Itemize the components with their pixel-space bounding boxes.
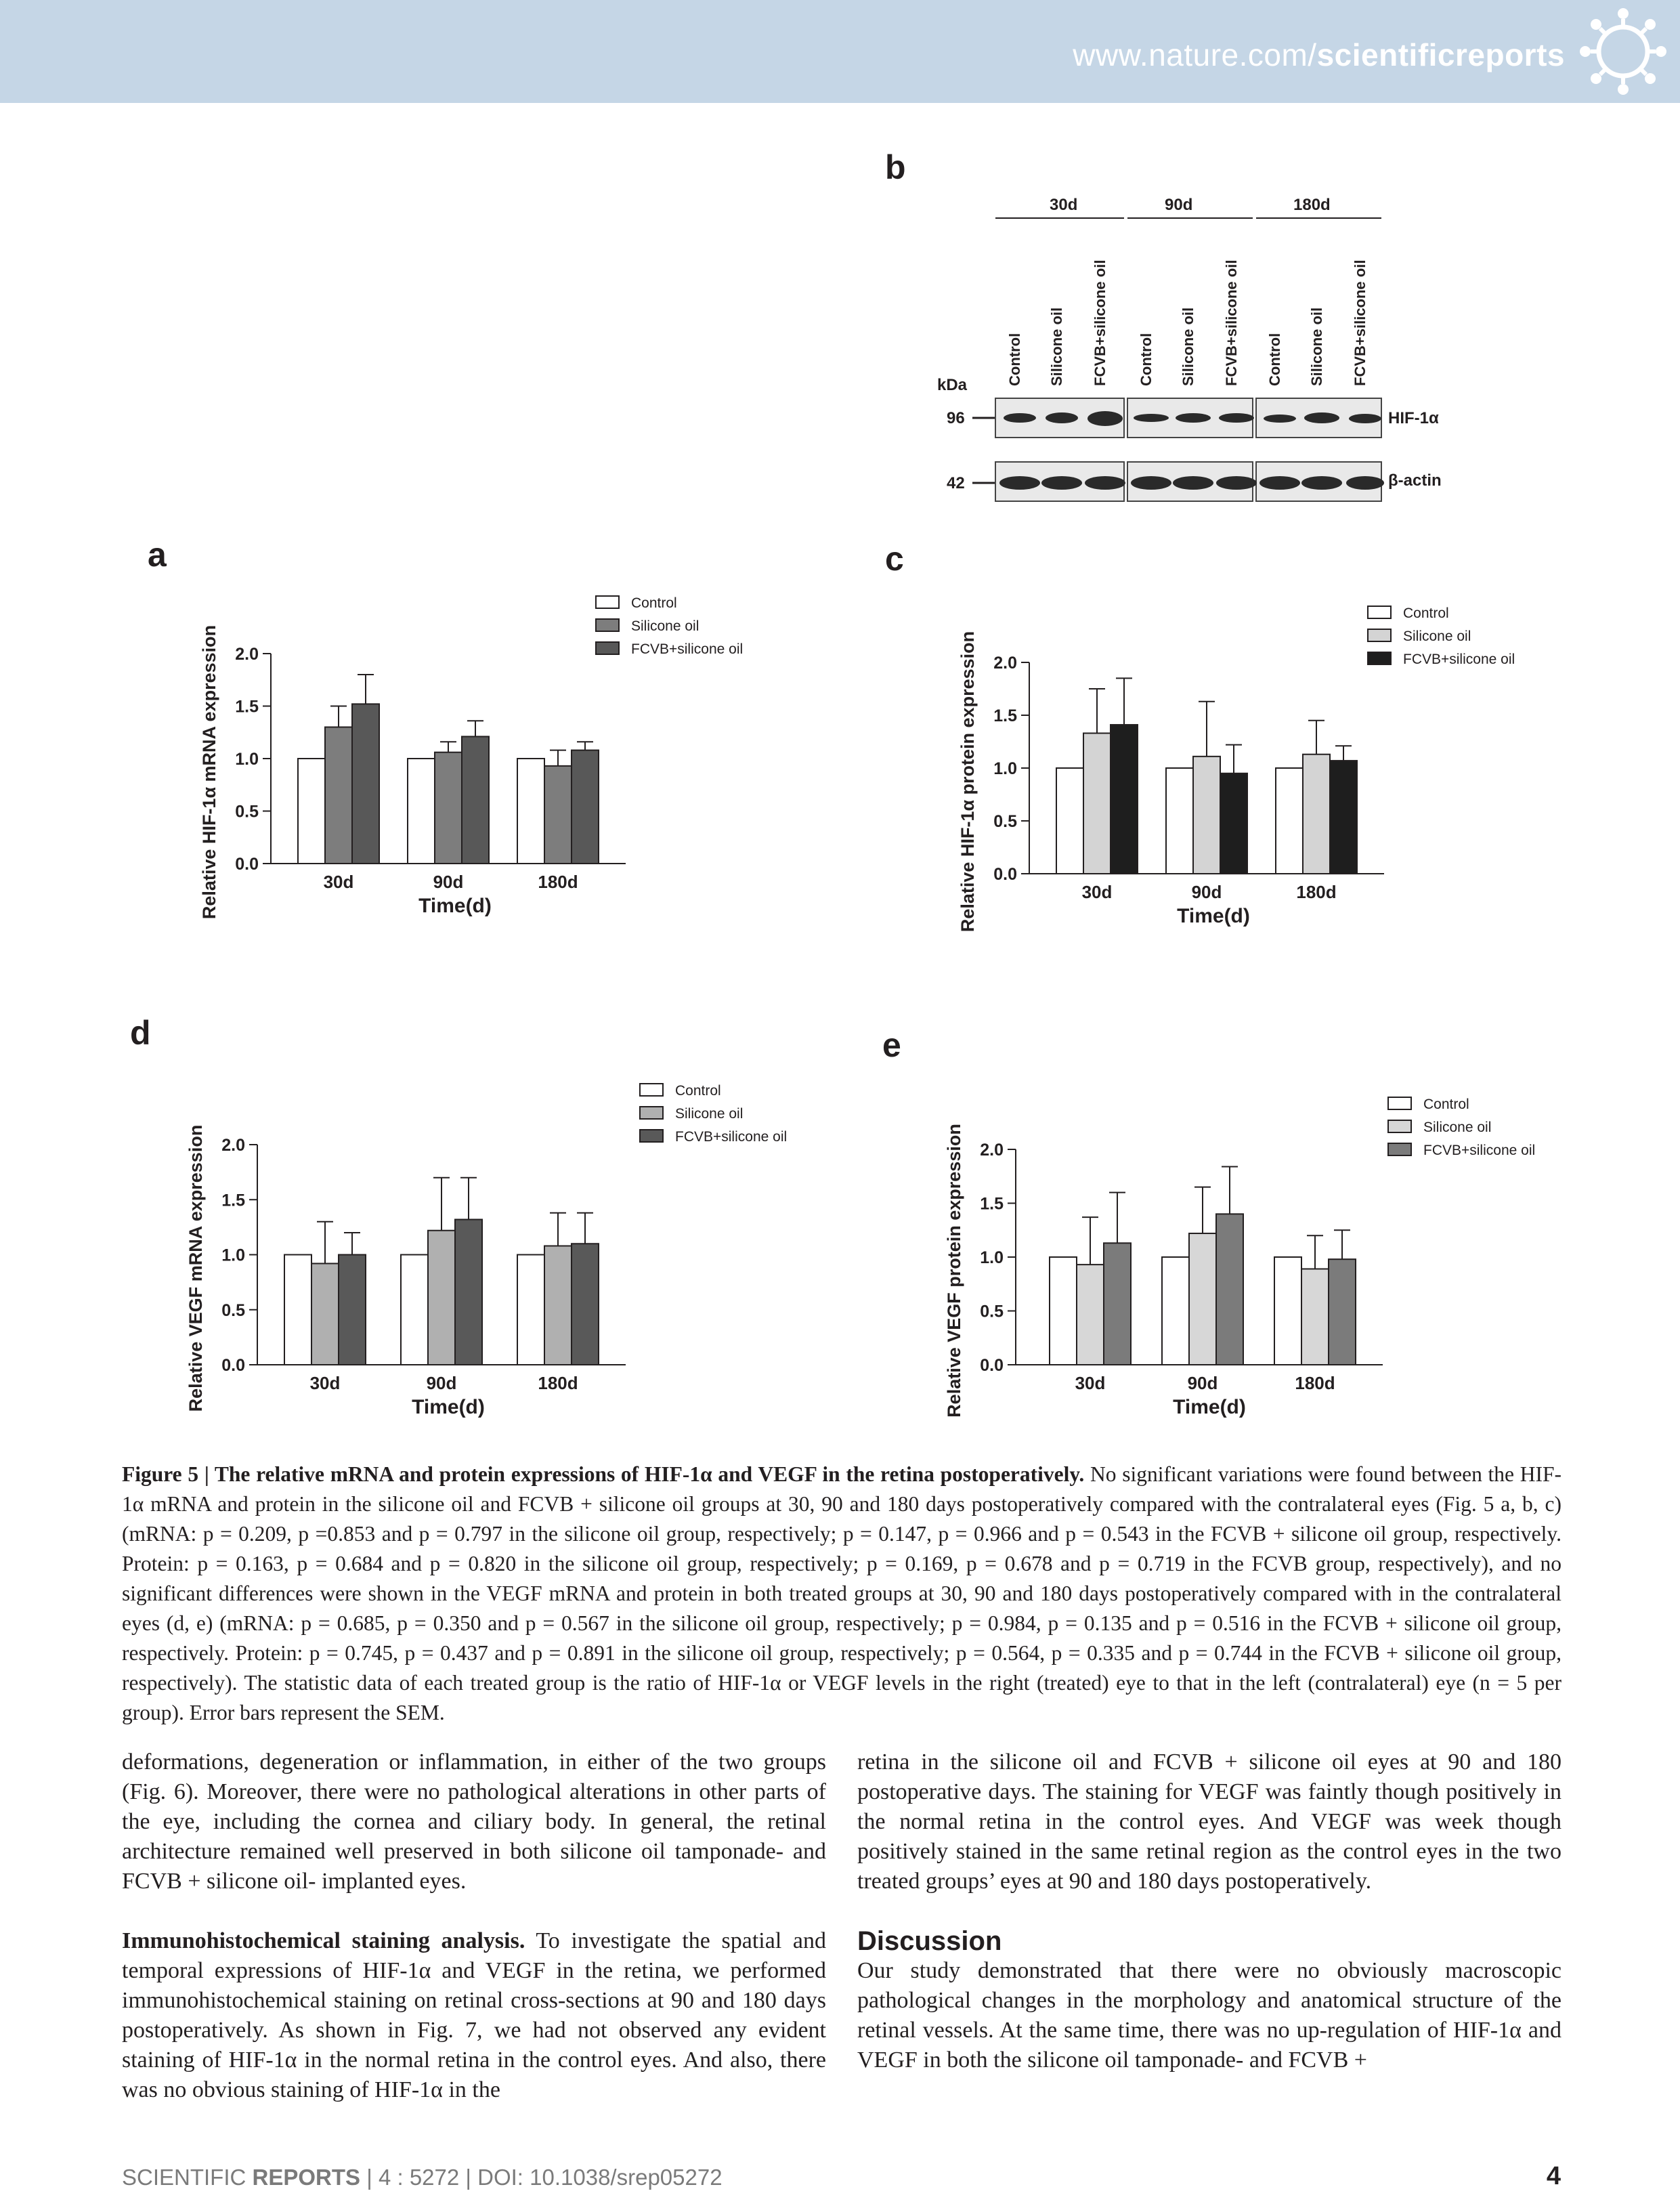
x-tick-label: 180d [538, 1373, 578, 1393]
legend-label: Control [1423, 1097, 1469, 1112]
bar-control [1162, 1257, 1189, 1365]
chart-e [914, 1067, 1591, 1446]
bar-control [1276, 768, 1303, 874]
legend-swatch [596, 642, 619, 654]
y-axis-label: Relative HIF-1α protein expression [957, 631, 978, 933]
y-tick-label: 2.0 [993, 654, 1017, 673]
body-paragraph: deformations, degeneration or inflammation, in either of the two groups (Fig. 6). Moreover, there were no pathological alterations in other parts of the eye, including the cornea and ciliary body. In general, the retinal architecture remained well preserved in both silicone oil tamponade- and FCVB + silicone oil- implanted eyes. [122, 1749, 826, 1894]
legend-swatch [1368, 629, 1391, 641]
x-tick-label: 90d [433, 872, 464, 892]
bar-control [1274, 1257, 1301, 1365]
x-axis-label: Time(d) [412, 1396, 485, 1418]
bar-fcvb-silicone-oil [1220, 773, 1247, 874]
lane-label: Silicone oil [1180, 307, 1197, 386]
legend-label: Silicone oil [1423, 1120, 1492, 1135]
scientific-reports-gear-icon [1576, 4, 1671, 99]
legend-label: FCVB+silicone oil [1423, 1143, 1536, 1158]
caption-label: Figure 5 | The relative mRNA and protein expressions of HIF-1α and VEGF in the retina postoperatively. [122, 1462, 1085, 1486]
band-label-hif: HIF-1α [1388, 409, 1439, 427]
caption-text: No significant variations were found between the HIF-1α mRNA and protein in the silicone oil and FCVB + silicone oil groups at 30, 90 and 180 days postoperatively compared with the contralateral eyes (Fig. 5 a, b, c) (mRNA: p = 0.209, p =0.853 and p = 0.797 in the silicone oil group, respectively; p = 0.147, p = 0.966 and p = 0.543 in the FCVB + silicone oil group, respectively. Protein: p = 0.163, p = 0.684 and p = 0.820 in the silicone oil group, respectively; p = 0.169, p = 0.678 and p = 0.719 in the FCVB group, respectively), and no significant differences were shown in the VEGF mRNA and protein in both treated groups at 30, 90 and 180 days postoperatively compared with in the contralateral eyes (d, e) (mRNA: p = 0.685, p = 0.350 and p = 0.567 in the silicone oil group, respectively; p = 0.984, p = 0.135 and p = 0.516 in the FCVB + silicone oil group, respectively. Protein: p = 0.745, p = 0.437 and p = 0.891 in the silicone oil group, respectively; p = 0.564, p = 0.335 and p = 0.744 in the FCVB + silicone oil group, respectively). The statistic data of each treated group is the ratio of HIF-1α or VEGF levels in the right (treated) eye to that in the left (contralateral) eye (n = 5 per group). Error bars represent the SEM. [122, 1462, 1561, 1724]
legend-label: Control [1403, 606, 1449, 621]
bar-silicone-oil [1189, 1233, 1216, 1365]
y-tick-label: 1.0 [993, 759, 1017, 778]
bar-control [401, 1255, 428, 1365]
x-tick-label: 180d [1296, 882, 1337, 902]
bar-control [1050, 1257, 1077, 1365]
bar-silicone-oil [1193, 757, 1220, 874]
panel-label-b: b [885, 148, 906, 186]
y-tick-label: 0.0 [221, 1356, 245, 1375]
panel-label-a: a [148, 536, 167, 574]
legend-label: FCVB+silicone oil [631, 641, 744, 657]
bar-silicone-oil [544, 766, 572, 864]
lane-label: Control [1138, 333, 1155, 386]
y-axis-label: Relative VEGF protein expression [944, 1124, 964, 1418]
body-column-left [122, 1747, 826, 2105]
legend-swatch [1368, 606, 1391, 618]
legend-swatch [596, 596, 619, 608]
bar-silicone-oil [1083, 734, 1111, 874]
bar-fcvb-silicone-oil [1104, 1243, 1131, 1365]
x-tick-label: 90d [1191, 882, 1222, 902]
body-paragraph: Our study demonstrated that there were no obviously macroscopic pathological changes in the morphology and anatomical structure of the retinal vessels. At the same time, there was no up-regulation of HIF-1α and VEGF in both the silicone oil tamponade- and FCVB + [857, 1958, 1561, 2073]
x-tick-label: 90d [1187, 1373, 1218, 1393]
bar-control [517, 1255, 544, 1365]
legend-label: Silicone oil [675, 1106, 744, 1122]
y-tick-label: 1.5 [235, 697, 259, 717]
y-tick-label: 2.0 [980, 1141, 1004, 1160]
bar-silicone-oil [544, 1246, 572, 1365]
body-paragraph: retina in the silicone oil and FCVB + silicone oil eyes at 90 and 180 postoperative days. The staining for VEGF was faintly though positively in the normal retina in the control eyes. And VEGF was week though positively stained in the same retinal region as the control eyes in the two treated groups’ eyes at 90 and 180 days postoperatively. [857, 1749, 1561, 1894]
bar-fcvb-silicone-oil [1330, 761, 1357, 874]
y-tick-label: 2.0 [235, 645, 259, 664]
bar-fcvb-silicone-oil [1329, 1259, 1356, 1365]
blot-group-30d: 30d [1050, 196, 1078, 214]
bar-control [1056, 768, 1083, 874]
bar-silicone-oil [1077, 1265, 1104, 1365]
kda-label: kDa [937, 376, 968, 394]
lane-label: Control [1006, 333, 1023, 386]
x-tick-label: 30d [1075, 1373, 1106, 1393]
bar-fcvb-silicone-oil [572, 750, 599, 864]
lane-label: FCVB+silicone oil [1223, 259, 1240, 386]
y-tick-label: 0.0 [993, 865, 1017, 884]
x-tick-label: 30d [1081, 882, 1113, 902]
bar-fcvb-silicone-oil [1111, 725, 1138, 874]
y-tick-label: 0.5 [993, 812, 1017, 831]
blot-group-180d: 180d [1293, 196, 1331, 214]
legend-label: Control [675, 1083, 721, 1099]
bar-silicone-oil [428, 1231, 455, 1365]
y-tick-label: 1.0 [235, 750, 259, 769]
legend-swatch [1388, 1097, 1411, 1109]
panel-label-e: e [882, 1026, 901, 1064]
y-tick-label: 0.5 [235, 802, 259, 822]
legend-label: FCVB+silicone oil [1403, 652, 1515, 667]
lane-label: FCVB+silicone oil [1352, 259, 1369, 386]
x-tick-label: 90d [426, 1373, 457, 1393]
y-tick-label: 1.0 [980, 1248, 1004, 1267]
y-tick-label: 1.5 [221, 1191, 245, 1210]
marker-42: 42 [947, 474, 965, 492]
legend-swatch [1388, 1120, 1411, 1132]
legend-swatch [640, 1130, 663, 1142]
bar-fcvb-silicone-oil [462, 736, 489, 864]
lane-label: FCVB+silicone oil [1092, 259, 1108, 386]
western-blot [928, 183, 1442, 522]
blot-group-90d: 90d [1165, 196, 1193, 214]
lane-label: Silicone oil [1048, 307, 1065, 386]
bar-fcvb-silicone-oil [339, 1255, 366, 1365]
bar-control [298, 759, 325, 864]
chart-a [163, 569, 840, 948]
x-tick-label: 180d [1295, 1373, 1335, 1393]
x-axis-label: Time(d) [1177, 905, 1250, 927]
y-tick-label: 1.5 [993, 706, 1017, 725]
y-tick-label: 0.5 [221, 1300, 245, 1320]
bar-silicone-oil [325, 727, 352, 864]
lane-label: Silicone oil [1308, 307, 1325, 386]
y-tick-label: 1.0 [221, 1246, 245, 1265]
page-number: 4 [1546, 2162, 1561, 2190]
x-axis-label: Time(d) [418, 895, 492, 917]
bar-fcvb-silicone-oil [572, 1244, 599, 1365]
legend-swatch [596, 619, 619, 631]
panel-label-c: c [885, 540, 904, 578]
bar-silicone-oil [435, 752, 462, 864]
x-tick-label: 30d [323, 872, 354, 892]
chart-d [163, 1057, 853, 1449]
figure-caption [122, 1460, 1561, 1728]
legend-swatch [1368, 652, 1391, 664]
bar-silicone-oil [311, 1264, 339, 1365]
bar-control [284, 1255, 311, 1365]
y-axis-label: Relative HIF-1α mRNA expression [199, 624, 219, 920]
section-heading-discussion: Discussion [857, 1926, 1002, 1956]
legend-label: FCVB+silicone oil [675, 1129, 788, 1145]
y-tick-label: 2.0 [221, 1136, 245, 1155]
legend-label: Silicone oil [631, 618, 699, 634]
marker-96: 96 [947, 409, 965, 427]
bar-silicone-oil [1303, 755, 1330, 874]
legend-swatch [640, 1107, 663, 1119]
band-label-actin: β-actin [1388, 471, 1442, 490]
chart-c [914, 576, 1591, 955]
lane-label: Control [1266, 333, 1283, 386]
body-paragraph: Immunohistochemical staining analysis. To investigate the spatial and temporal expressions of HIF-1α and VEGF in the retina, we performed immunohistochemical staining on retinal cross-sections at 90 and 180 days postoperatively. As shown in Fig. 7, we had not observed any evident staining of HIF-1α in the normal retina in the control eyes. And also, there was no obvious staining of HIF-1α in the [122, 1928, 827, 2102]
y-tick-label: 0.5 [980, 1302, 1004, 1321]
panel-label-d: d [130, 1014, 151, 1052]
bar-control [1166, 768, 1193, 874]
journal-url[interactable]: www.nature.com/scientificreports [1073, 37, 1565, 72]
legend-label: Silicone oil [1403, 629, 1471, 644]
bar-fcvb-silicone-oil [352, 704, 379, 864]
x-tick-label: 180d [538, 872, 578, 892]
footer-citation: SCIENTIFIC REPORTS | 4 : 5272 | DOI: 10.1038/srep05272 [122, 2165, 723, 2190]
y-axis-label: Relative VEGF mRNA expression [186, 1124, 206, 1412]
bar-silicone-oil [1301, 1269, 1329, 1365]
legend-label: Control [631, 595, 677, 611]
y-tick-label: 0.0 [235, 855, 259, 874]
subsection-heading: Immunohistochemical staining analysis. [122, 1928, 525, 1953]
x-axis-label: Time(d) [1173, 1396, 1246, 1418]
legend-swatch [1388, 1143, 1411, 1155]
bar-control [517, 759, 544, 864]
bar-fcvb-silicone-oil [1216, 1214, 1243, 1365]
y-tick-label: 1.5 [980, 1194, 1004, 1214]
body-column-right [857, 1747, 1561, 2075]
bar-control [408, 759, 435, 864]
y-tick-label: 0.0 [980, 1356, 1004, 1375]
legend-swatch [640, 1084, 663, 1096]
bar-fcvb-silicone-oil [455, 1220, 482, 1365]
x-tick-label: 30d [309, 1373, 341, 1393]
